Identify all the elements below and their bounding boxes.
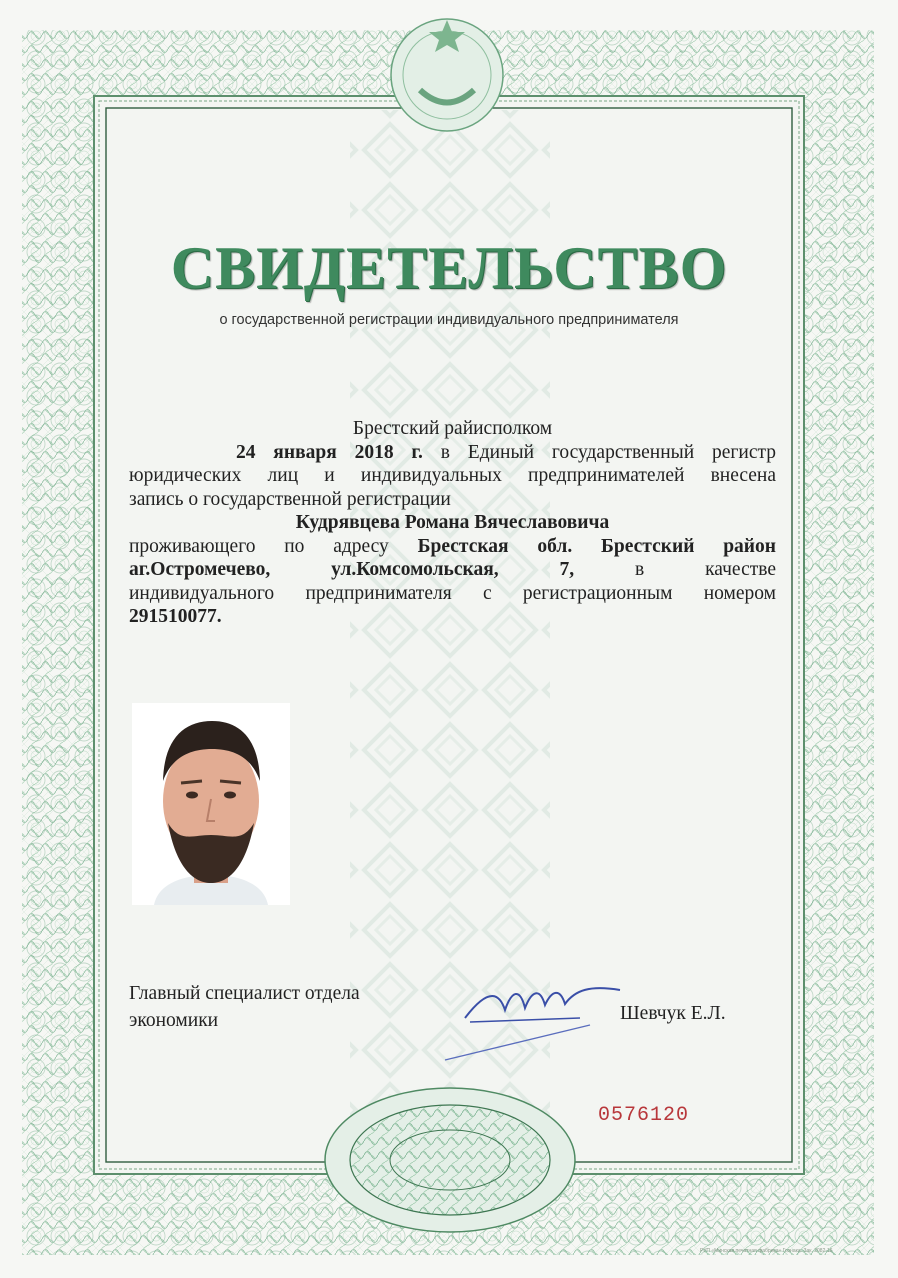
signer-position-line-1: Главный специалист отдела [129,983,360,1004]
authority-line: Брестский райисполком [352,418,553,439]
address-line-1 [129,535,776,559]
address-intro: проживающего по адресу [129,535,389,557]
reg-number-line [129,605,776,629]
entry-line: запись о государственной регистрации [129,488,451,510]
signer-position [129,980,360,1034]
certificate-title: СВИДЕТЕЛЬСТВО [170,235,728,301]
address-line-2 [129,558,776,582]
status-line: индивидуального предпринимателя с регистрационным номером [129,582,776,604]
signer-name: Шевчук Е.Л. [620,1003,726,1024]
address-street: аг.Остромечево, ул.Комсомольская, 7, [129,559,575,580]
address-tail: в качестве [635,559,776,580]
serial-number: 0576120 [598,1104,690,1127]
bottom-rosette [325,1088,575,1232]
printer-mark: РУП «Минская печатная фабрика» Гознака. Зак. 2082-16 [700,1248,833,1254]
address-region: Брестская обл. Брестский район [417,535,777,557]
registration-number: 291510077. [129,606,222,627]
date-line [129,441,776,465]
person-name-line [129,511,776,535]
register-line: юридических лиц и индивидуальных предпринимателей внесена [129,465,776,486]
portrait-image [132,703,290,905]
register-text: в Единый государственный регистр [440,441,777,463]
certificate-subtitle: о государственной регистрации индивидуального предпринимателя [219,312,679,328]
state-emblem [391,19,503,131]
registration-date: 24 января 2018 г. [235,441,423,463]
holder-photo [132,703,290,905]
certificate-body [129,417,776,629]
signer-position-line-2: экономики [129,1010,219,1031]
person-name: Кудрявцева Романа Вячеславовича [295,512,610,533]
